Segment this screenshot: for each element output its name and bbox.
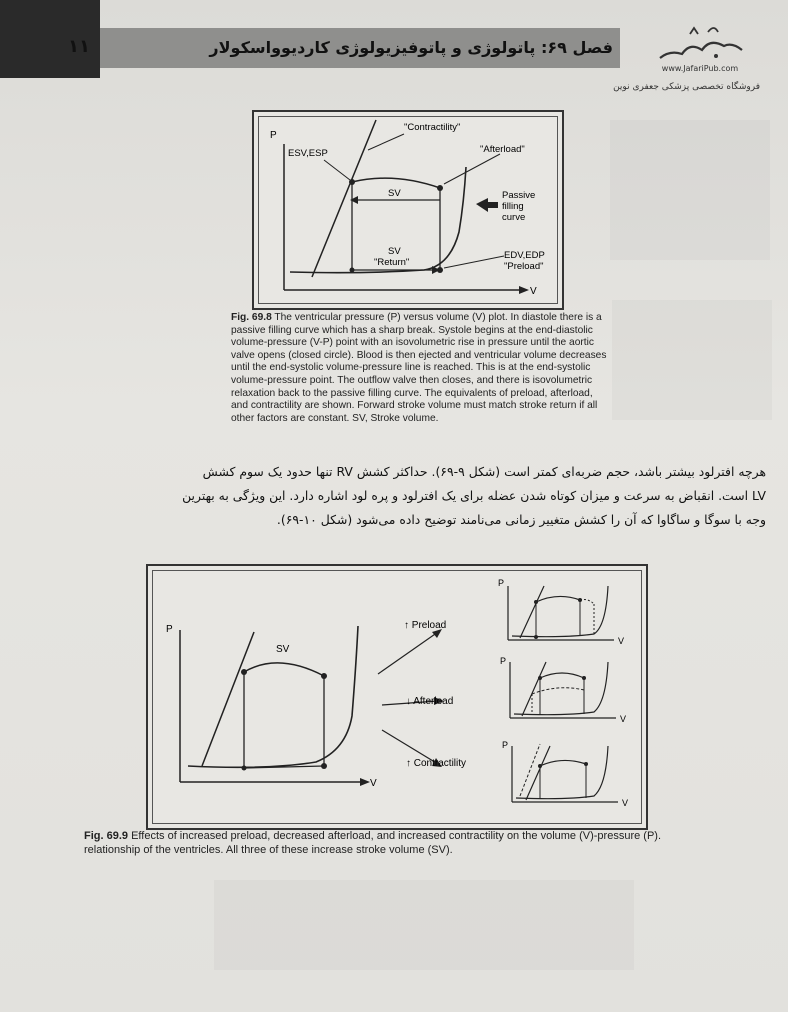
bleed-through-bottom	[214, 880, 634, 970]
edv-label: EDV,EDP	[504, 250, 545, 261]
contractility-label: ↑ Contractility	[406, 758, 467, 769]
small-p-label-1: P	[498, 578, 505, 588]
caption-text-2: Effects of increased preload, decreased afterload, and increased contractility on the volume (V)-pressure (P). relationship of the ventricles. All three of these increase stroke volume (SV).	[84, 830, 661, 856]
filling-label: filling	[502, 201, 524, 212]
small-plot-contractility	[512, 744, 618, 802]
afterload-label: "Afterload"	[480, 144, 525, 155]
caption-text: The ventricular pressure (P) versus volume (V) plot. In diastole there is a passive filling curve which has a sharp break. Systole begins at the end-diastolic volume-pressure (V-P) point with an isovolumetric rise in pressure until the aortic valve opens (closed circle). Blood is then ejected and ventricular volume decreases until the end-systolic volume-pressure line is reached. This is at the end-systolic volume-pressure point. The outflow valve then closes, and there is isovolumetric relaxation back to the passive filling curve. The equivalents of preload, afterload, and contractility are shown. Forward stroke volume must match stroke return if all other factors are constant. SV, Stroke volume.	[231, 312, 607, 424]
preload-arrow	[378, 632, 438, 674]
esv-label: ESV,ESP	[288, 148, 328, 159]
main-filling-curve	[188, 626, 358, 767]
main-contractility-line	[202, 632, 254, 766]
logo-url: www.JafariPub.com	[661, 64, 739, 73]
figure-69-9-plot	[148, 566, 646, 828]
esv-pointer	[324, 160, 350, 180]
main-p-label: P	[166, 624, 173, 635]
passive-label: Passive	[502, 190, 536, 201]
caption-label: Fig. 69.8	[231, 312, 272, 323]
figure-69-8-frame	[252, 110, 564, 310]
body-line-1: هرچه افترلود بیشتر باشد، حجم ضربه‌ای کمتر است (شکل ۹-۶۹). حداکثر کشش RV تنها حدود یک سوم کشش	[202, 464, 766, 479]
v-axis-arrow	[519, 286, 529, 294]
afterload-label: ↓ Afterload	[406, 696, 454, 707]
bleed-through	[612, 300, 772, 420]
shop-name: فروشگاه تخصصی پزشکی جعفری نوین	[613, 82, 760, 92]
caption-label-2: Fig. 69.9	[84, 830, 129, 842]
axis-v-label: V	[530, 286, 537, 297]
chapter-title: فصل ۶۹: پاتولوژی و پاتوفیزیولوژی کاردیوواسکولار	[209, 38, 613, 57]
small-plot-afterload	[510, 662, 616, 718]
curve-label: curve	[502, 212, 526, 223]
main-sv-label: SV	[276, 644, 290, 655]
main-point-return	[242, 766, 247, 771]
small-p-label-3: P	[502, 740, 509, 750]
axis-p-label: P	[270, 130, 277, 141]
figure-69-8-caption	[231, 312, 611, 425]
figure-69-9-frame	[146, 564, 648, 830]
sv2-label: SV	[388, 246, 401, 257]
aortic-open-point	[437, 185, 443, 191]
contractility-pointer	[368, 134, 404, 150]
main-point-edv	[321, 763, 327, 769]
main-v-arrow	[360, 778, 370, 786]
body-line-3: وجه با سوگا و ساگاوا که آن را کشش متغییر زمانی می‌نامند توضیح داده می‌شود (شکل ۱۰-۶۹).	[276, 512, 766, 527]
edv-point	[437, 267, 443, 273]
edv-pointer	[444, 256, 504, 268]
small-p-label-2: P	[500, 656, 507, 666]
return-label: "Return"	[374, 257, 410, 268]
afterload-pointer	[444, 154, 500, 184]
main-v-label: V	[370, 778, 377, 789]
sv-arrowhead	[350, 196, 358, 204]
figure-69-9-caption	[84, 829, 714, 857]
preload-label: "Preload"	[504, 261, 544, 272]
main-point-esv	[241, 669, 247, 675]
small-plot-preload	[508, 586, 614, 640]
ejection-curve	[352, 178, 440, 188]
small-v-label-1: V	[618, 636, 625, 646]
main-ejection-curve	[244, 663, 324, 676]
main-point-open	[321, 673, 327, 679]
sv-label: SV	[388, 188, 401, 199]
bleed-through	[610, 120, 770, 260]
body-paragraph	[68, 460, 766, 532]
contractility-label: "Contractility"	[404, 122, 461, 133]
figure-69-8-plot	[254, 112, 562, 308]
passive-filling-arrow-icon	[476, 198, 498, 212]
contractility-line	[312, 120, 376, 277]
publisher-logo-icon	[650, 20, 750, 70]
body-line-2: LV است. انقباض به سرعت و میزان کوتاه شدن عضله برای یک افترلود و پره لود اشاره دارد. این ویژگی به بهترین	[182, 488, 766, 503]
small-v-label-3: V	[622, 798, 629, 808]
preload-label: ↑ Preload	[404, 620, 447, 631]
return-point	[350, 268, 355, 273]
small-v-label-2: V	[620, 714, 627, 724]
page-number: ۱۱	[68, 36, 90, 57]
